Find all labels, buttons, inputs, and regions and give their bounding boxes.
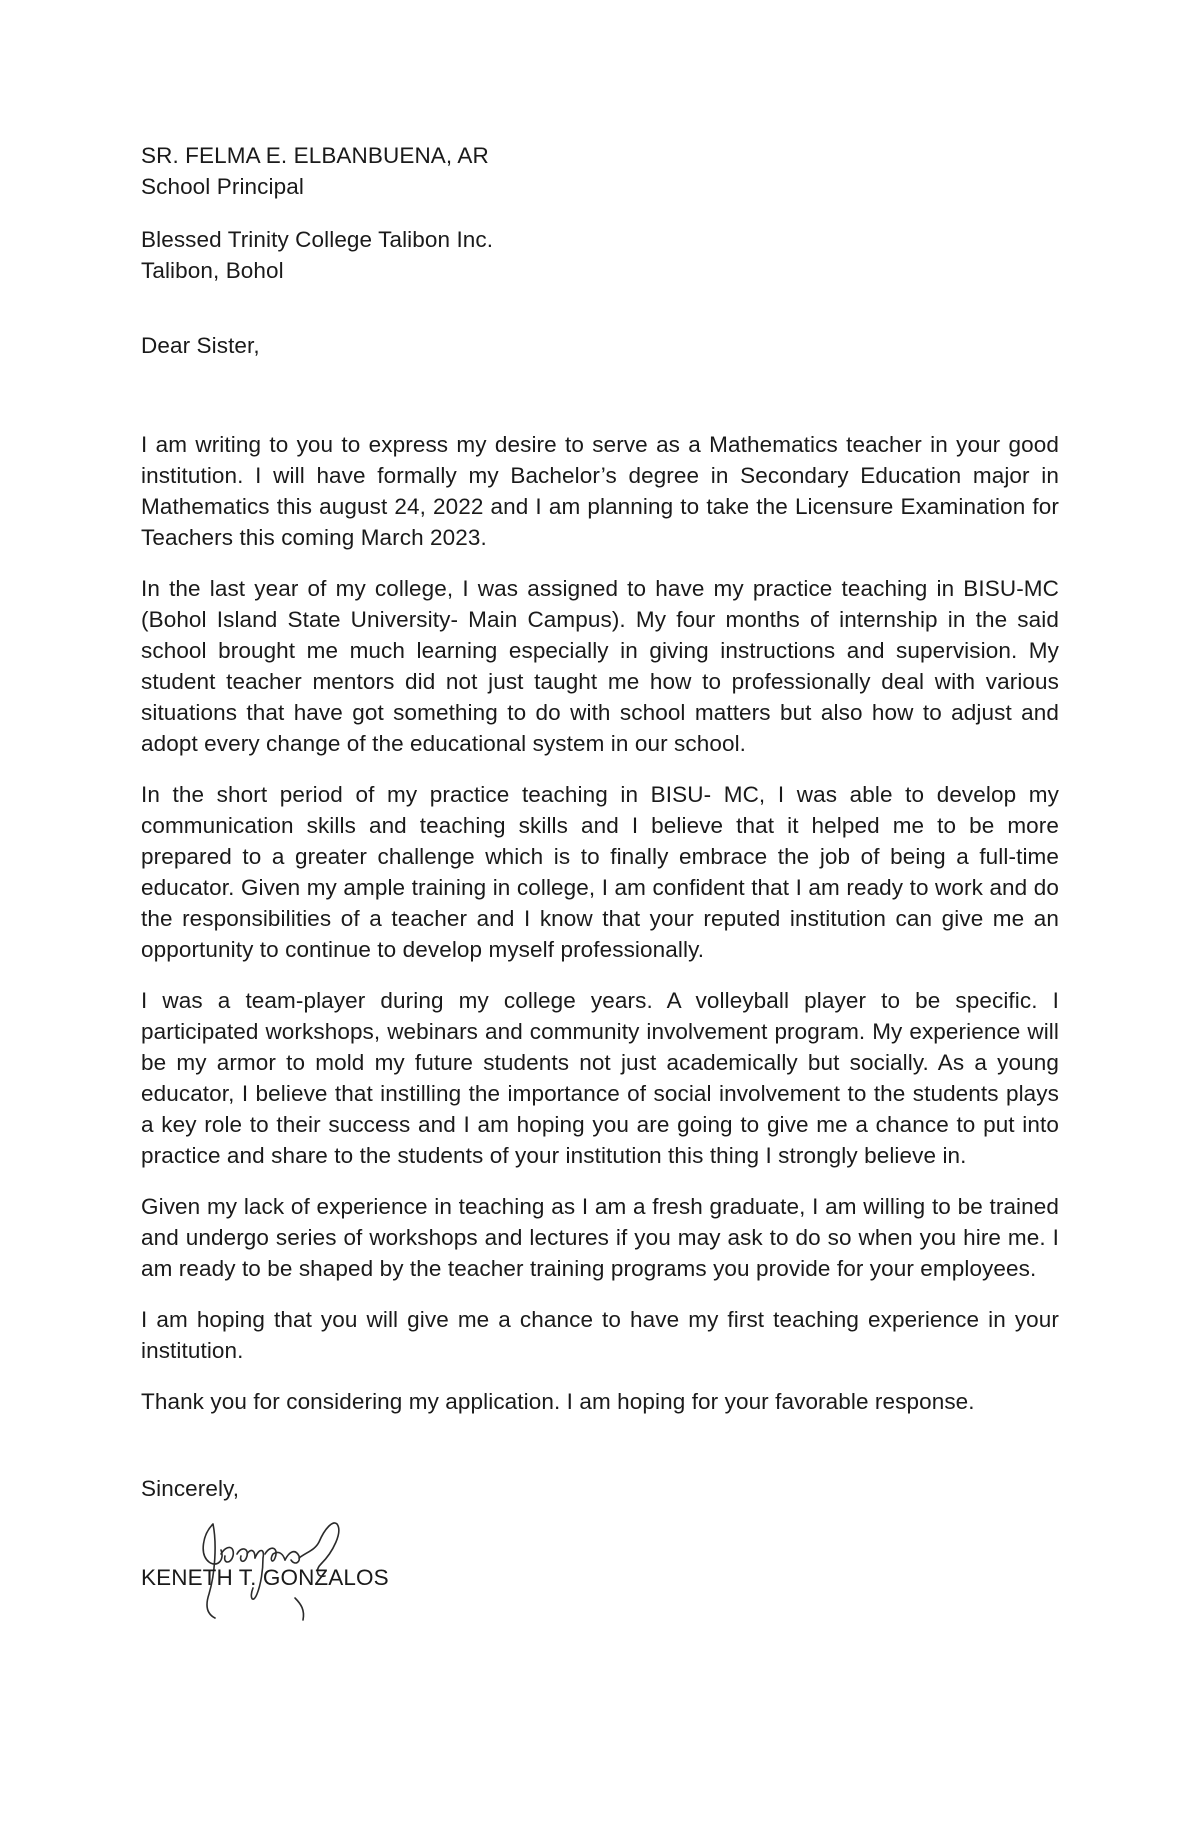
body-paragraph: In the last year of my college, I was assigned to have my practice teaching in BISU-MC (Bohol Island State University- Main Campus). My four months of internship in the said school brought me much learning especially in giving instructions and supervision. My student teacher mentors did not just taught me how to professionally deal with various situations that have got something to do with school matters but also how to adjust and adopt every change of the educational system in our school. — [141, 576, 1059, 756]
signer-name: KENETH T. GONZALOS — [141, 1565, 389, 1590]
recipient-block — [141, 140, 1059, 202]
application-letter — [141, 140, 1059, 1622]
letter-body — [141, 429, 1059, 1417]
institution-address: Talibon, Bohol — [141, 258, 284, 283]
institution-block — [141, 224, 1059, 286]
body-paragraph: I was a team-player during my college years. A volleyball player to be specific. I participated workshops, webinars and community involvement program. My experience will be my armor to mold my future students not just academically but socially. As a young educator, I believe that instilling the importance of social involvement to the students plays a key role to their success and I am hoping you are going to give me a chance to put into practice and share to the students of your institution this thing I strongly believe in. — [141, 988, 1059, 1168]
body-paragraph: I am writing to you to express my desire to serve as a Mathematics teacher in your good institution. I will have formally my Bachelor’s degree in Secondary Education major in Mathematics this august 24, 2022 and I am planning to take the Licensure Examination for Teachers this coming March 2023. — [141, 432, 1059, 550]
recipient-title: School Principal — [141, 174, 304, 199]
body-paragraph: Given my lack of experience in teaching as I am a fresh graduate, I am willing to be trained and undergo series of workshops and lectures if you may ask to do so when you hire me. I am ready to be shaped by the teacher training programs you provide for your employees. — [141, 1194, 1059, 1281]
body-paragraph: I am hoping that you will give me a chance to have my first teaching experience in your institution. — [141, 1307, 1059, 1363]
body-paragraph: Thank you for considering my application. I am hoping for your favorable response. — [141, 1389, 975, 1414]
signature-block — [141, 1512, 1059, 1622]
salutation: Dear Sister, — [141, 333, 260, 358]
recipient-name: SR. FELMA E. ELBANBUENA, AR — [141, 143, 489, 168]
closing: Sincerely, — [141, 1476, 240, 1501]
body-paragraph: In the short period of my practice teaching in BISU- MC, I was able to develop my communication skills and teaching skills and I believe that it helped me to be more prepared to a greater challenge which is to finally embrace the job of being a full-time educator. Given my ample training in college, I am confident that I am ready to work and do the responsibilities of a teacher and I know that your reputed institution can give me an opportunity to continue to develop myself professionally. — [141, 782, 1059, 962]
institution-name: Blessed Trinity College Talibon Inc. — [141, 227, 494, 252]
